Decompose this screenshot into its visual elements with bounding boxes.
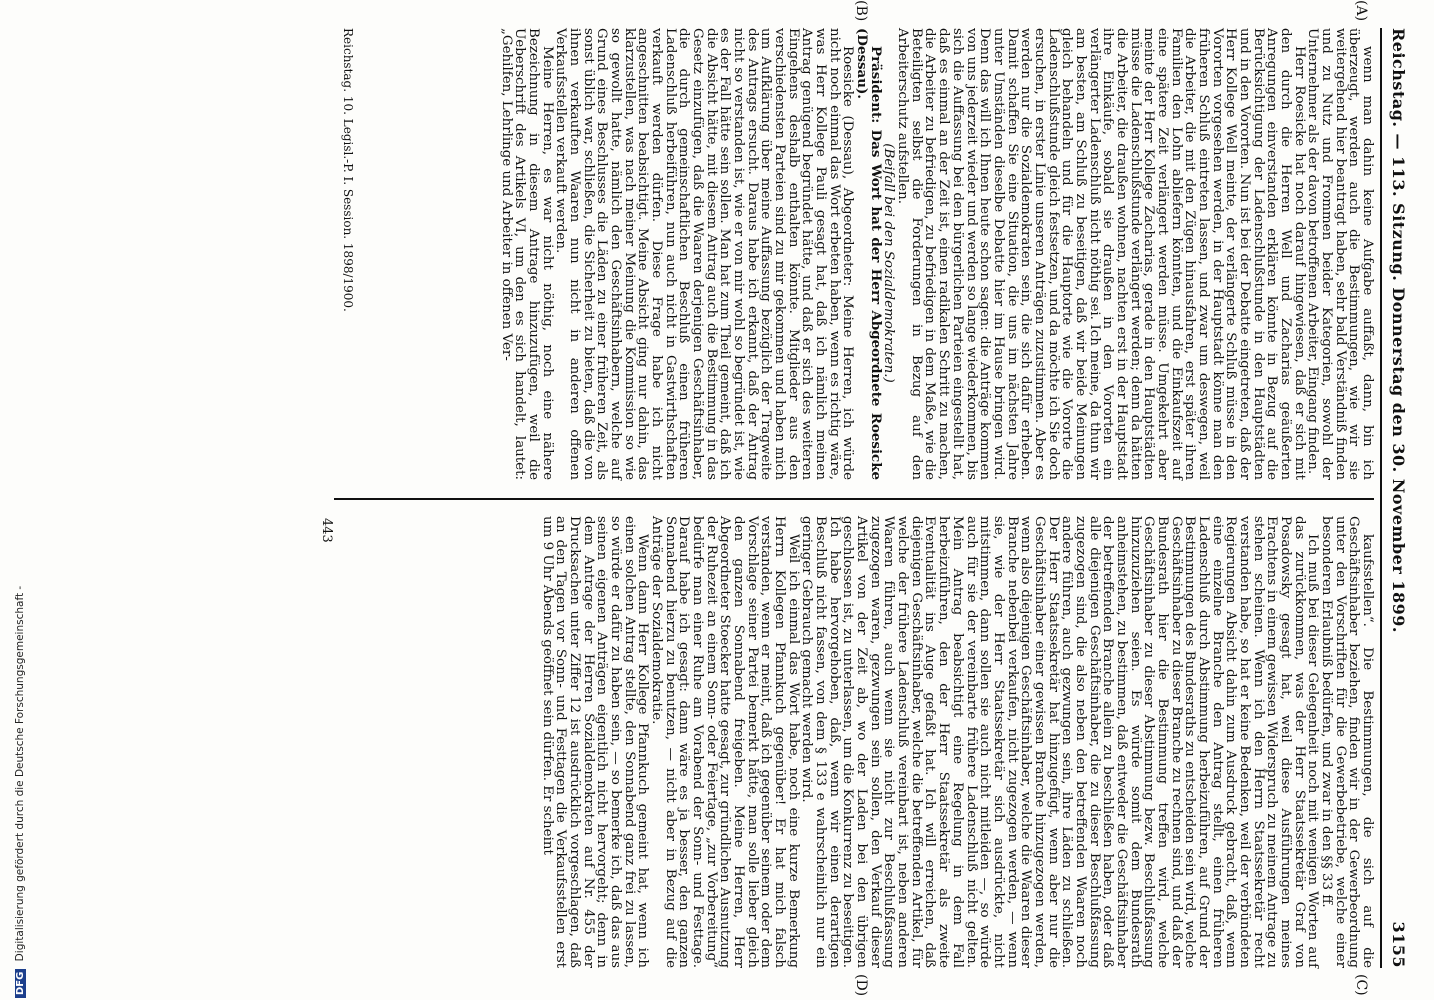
paragraph: Wenn dann Herr Kollege Pfannkuch gemeint hat, wenn ich einen solchen Antrag stellte, den Sonnabend ganz frei zu lassen, so würde er dafür zu haben sein, — so bemerke ich, daß das aus seinen eigenen Anträgen eigentlich nicht hervorgeht; denn in dem Antrage der Herren Sozialdemokraten auf Nr. 455 der Drucksachen unter Ziffer 12 ist ausdrücklich vorgeschlagen, daß an den Tagen vor Sonn- und Festtagen die Verkaufsstellen erst um 9 Uhr Abends geöffnet sein dürfen. Er scheint xyxy=(539,516,651,968)
margin-letter-d: (D) xyxy=(853,974,869,997)
column-divider xyxy=(334,498,1374,500)
running-header xyxy=(1380,28,1408,968)
margin-letter-a: (A) xyxy=(1353,0,1369,22)
page-number: 443 xyxy=(319,518,334,543)
header-title: Reichstag. — 113. Sitzung. Donnerstag den 30. November 1899. xyxy=(1389,28,1408,633)
paragraph: kaufsstellen“. Die Bestimmungen, die sich auf die Geschäftsinhaber beziehen, finden wir in der Gewerbeordnung unter den Vorschriften für die Gewerbebetriebe, welche einer besonderen Erlaubniß bedürfen, und zwar in den §§ 33 ff. xyxy=(1318,516,1375,968)
president-speech: Präsident: Das Wort hat der Herr Abgeordnete Roesicke (Dessau). xyxy=(854,28,884,480)
rotated-page-content xyxy=(58,0,1408,997)
right-column xyxy=(540,516,1374,968)
paragraph: Herr Roesicke hat noch darauf hingewiesen, daß er sich mit den durch die Herren Well und Zacharias geäußerten Anregungen einverstanden erklären könnte in Bezug auf die Berücksichtigung der Ladenschlußstunde in den Hauptstädten und in den Vororten. Nun ist bei der Debatte eingetreten, daß der Herr Kollege Well meinte, der verlängerte Schluß müsse in den Vororten vorgesehen werden, in der Hauptstadt könne man den früheren Schluß eintreten lassen, und zwar um deswegen, weil die Arbeiter, die mit den Zügen hinausfahren, erst später ihren Familien den Lohn abliefern könnten, und die Einkaufszeit auf eine spätere Zeit verlängert werden müsse. Umgekehrt aber meinte der Herr Kollege Zacharias, gerade in den Hauptstädten müsse die Ladenschlußstunde verlängert werden; denn da hätten die Arbeiter, die draußen wohnen, nachten erst in der Hauptstadt ihre Einkäufe, sobald sie draußen in den Vororten ein verlängerter Ladenschluß nicht nöthig sei. Ich meine, da thun wir am besten, am Schluß zu beseitigen, daß wir beide Meinungen gleich behandeln und für die Hauptorte wie die Vororte die Ladenschlußstunde gleich festsetzen, und da möchte ich Sie doch ersuchen, in erster Linie unseren Anträgen zuzustimmen. Aber es werden nur die Sozialdemokraten sein, die sich dafür erheben. Damit schaffen Sie eine Situation, die uns im nächsten Jahre unter Umständen dieselbe Debatte hier im Hause bringen wird. Denn das will ich Ihnen heute schon sagen: die Anträge kommen von uns jederzeit wieder und werden so lange wiederkommen, bis sich die Auffassung bei den bürgerlichen Parteien eingestellt hat, daß es einmal an der Zeit ist, einen radikalen Schritt zu machen, die Arbeiter zu befriedigen, zu befriedigen in dem Maße, wie die Beteiligten selbst die Forderungen in Bezug auf den Arbeiterschutz aufstellen. xyxy=(895,28,1307,480)
page-footer: Reichstag. 10. Legisl.-P. I. Session. 1898/1900. xyxy=(341,28,355,312)
paragraph: wenn man dahin keine Aufgabe auffaßt, dann, bin ich überzeugt, werden auch die Bestimmungen, wie wir sie weitergehend hier beantragt haben, sehr bald Verständniß finden und zu Nutz und Frommen beider Kategorien, sowohl der Unternehmer als der davon betroffenen Arbeiter, Eingang finden. xyxy=(1305,28,1375,480)
digitization-text: Digitalisierung gefördert durch die Deutsche Forschungsgemeinschaft - xyxy=(14,585,26,962)
paragraph: Meine Herren, es war nicht nöthig, noch eine nähere Bezeichnung in diesem Antrage hinzuzufügen, weil die Ueberschrift des Artikels VI, um den es sich handelt, lautet: „Gehilfen, Lehrlinge und Arbeiter in offenen Ver- xyxy=(498,28,555,480)
margin-letter-c: (C) xyxy=(1353,974,1369,996)
digitization-note xyxy=(14,586,26,998)
dfg-logo: DFG xyxy=(15,969,26,998)
applause-note: (Beifall bei den Sozialdemokraten.) xyxy=(881,143,897,383)
header-page-number: 3155 xyxy=(1389,921,1408,968)
left-column xyxy=(499,28,1374,480)
paragraph: Roesicke (Dessau), Abgeordneter: Meine Herren, ich würde nicht noch einmal das Wort erbeten haben, wenn es richtig wäre, was Herr Kollege Pauli gesagt hat, daß ich nämlich meinen Antrag genügend begründet hätte, und daß er sich des weiteren Eingehens deshalb enthalten könnte. Mitglieder aus den verschiedensten Parteien sind zu mir gekommen und haben mich um Aufklärung über meine Auffassung bezüglich der Tragweite des Antrags ersucht. Daraus habe ich erkannt, daß der Antrag nicht so verstanden ist, wie er von mir wohl so begründet ist, wie es der Fall hätte sein sollen. Man hat zum Theil gemeint, daß ich die Absicht hätte, mit diesem Antrag auch die Bestimmung in das Gesetz einzufügen, daß die Waaren derjenigen Geschäftsinhaber, die durch gemeinschaftlichen Beschluß einen früheren Ladenschluß herbeiführen, nun auch nicht in Gastwirthschaften verkauft werden dürfen. Diese Frage habe ich nicht angeschnitten beabsichtigt. Meine Absicht ging nur dahin, das klarzustellen, was nach meiner Meinung die Kommission so wie so gewollt hatte, nämlich den Geschäftsinhabern, welche auf Grund eines Beschlusses die Läden zu einer früheren Zeit, als sonst üblich war, schließen, die Sicherheit zu bieten, daß die von ihnen verkauften Waaren nun nicht in anderen offenen Verkaufsstellen verkauft werden. xyxy=(553,28,856,480)
margin-letter-b: (B) xyxy=(853,0,869,22)
paragraph: Ich muß bei dieser Gelegenheit noch mit wenigen Worten auf das zurückkommen, was der Herr Staatssekretär Graf von Posadowsky gesagt hat, weil diese Ausführungen meines Erachtens in einem gewissen Widerspruch zu meinem Antrage zu stehen scheinen. Wenn ich den Herrn Staatssekretär recht verstanden habe, so hat er keine Bedenken, weil der verbündeten Regierungen Absicht dahin zum Ausdruck gebracht, daß, wenn eine einzelne Branche den Antrag stellt, einen früheren Ladenschluß durch Abstimmung herbeizuführen, auf Grund der Bestimmungen des Bundesraths zu entscheiden sein wird, welche Geschäftsinhaber zu dieser Branche zu rechnen sind, und daß der Bundesrath hier die Bestimmung treffen wird, welche Geschäftsinhaber zu dieser Abstimmung bezw. Beschlußfassung hinzuzuziehen seien. Es würde somit dem Bundesrath anheimstehen, zu bestimmen, daß entweder die Geschäftsinhaber der betreffenden Branche allein zu beschließen haben, oder daß alle diejenigen Geschäftsinhaber, die zu dieser Beschlußfassung zugezogen sind, die also neben den betreffenden Waaren noch andere führen, auch gezwungen sein, ihre Läden zu schließen. Der Herr Staatssekretär hat hinzugefügt, wenn aber nur die Geschäftsinhaber einer gewissen Branche hinzugezogen werden, wenn also diejenigen Geschäftsinhaber, welche die Waaren dieser Branche nebenbei verkaufen, nicht zugezogen werden, — wenn sie, wie der Herr Staatssekretär sich ausdrückte, nicht mitstimmen, dann sollen sie auch nicht mitleiden —, so würde auch für sie der vereinbarte frühere Ladenschluß nicht gelten. Mein Antrag beabsichtigt eine Regelung in dem Fall herbeizuführen, den der Herr Staatssekretär als zweite Eventualität ins Auge gefaßt hat. Ich will erreichen, daß diejenigen Geschäftsinhaber, welche die betreffenden Artikel, für welche der frühere Ladenschluß vereinbart ist, neben anderen Waaren führen, auch wenn sie nicht zur Beschlußfassung zugezogen waren, gezwungen sein sollen, den Verkauf dieser Artikel von der Zeit ab, wo der Laden bei den übrigen geschlossen ist, zu unterlassen, um die Konkurrenz zu beseitigen. Ich habe hervorgehoben, daß, wenn wir einen derartigen Beschluß nicht fassen, von dem § 133 e wahrscheinlich nur ein geringer Gebrauch gemacht werden wird. xyxy=(799,516,1321,968)
paragraph: Weil ich einmal das Wort habe, noch eine kurze Bemerkung Herrn Kollegen Pfannkuch gegenüber! Er hat mich falsch verstanden, wenn er meint, daß ich gegenüber seinem oder dem Vorschlage seiner Partei bemerkt hätte, man solle lieber gleich den ganzen Sonnabend freigeben. Meine Herren, Herr Abgeordneter Stoecker hatte gesagt, zur gründlichen Ausnutzung der Ruhezeit an einem Sonn- oder Feiertage, „zur Vorbereitung“ bedürfe man einer Ruhe am Vorabend der Sonn- und Festtage. Darauf habe ich gesagt: dann wäre es ja besser, den ganzen Sonnabend hierzu zu benutzen, — nicht aber in Bezug auf die Anträge der Sozialdemokratie. xyxy=(649,516,801,968)
